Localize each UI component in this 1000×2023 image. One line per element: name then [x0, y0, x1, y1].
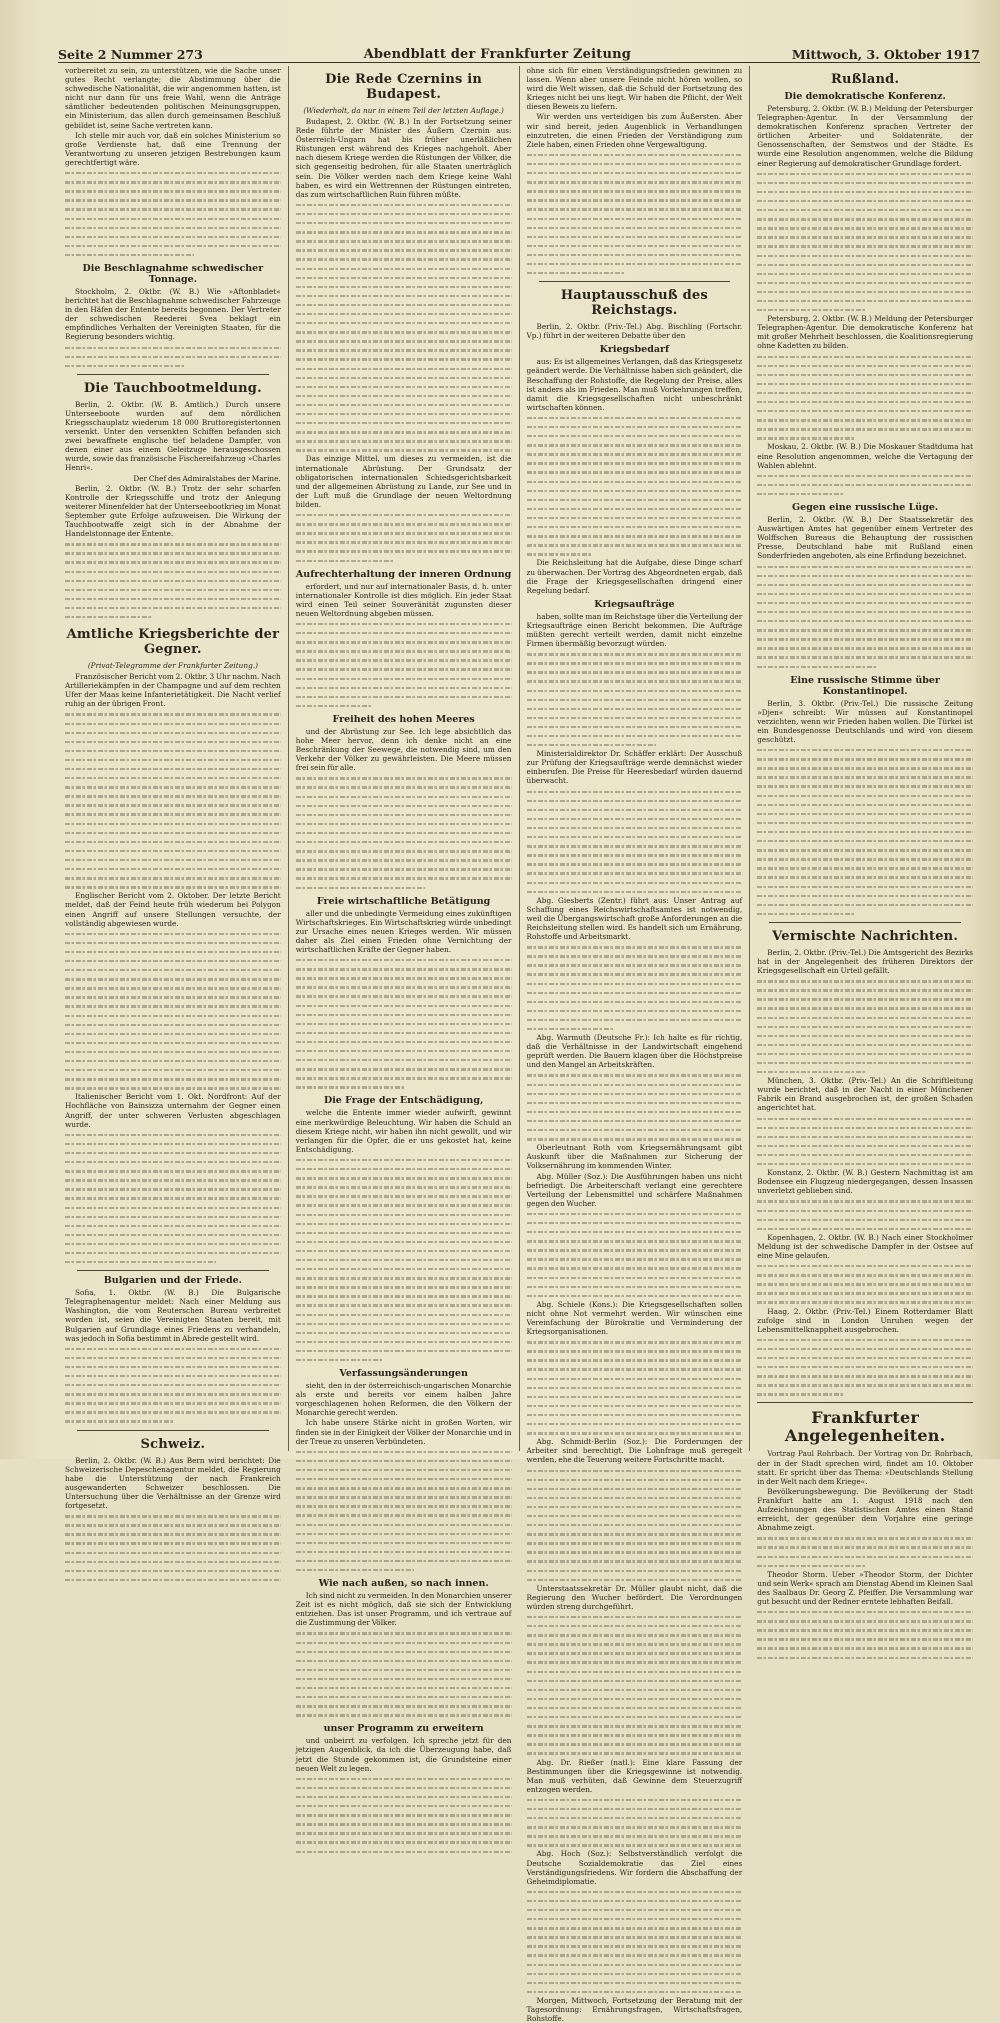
text-filler	[527, 413, 743, 559]
text-filler	[527, 649, 743, 749]
section-heading: unser Programm zu erweitern	[323, 1723, 484, 1735]
column-3	[520, 66, 751, 2023]
text-filler	[757, 1607, 973, 1662]
paragraph: Petersburg, 2. Oktbr. (W. B.) Meldung der Petersburger Telegraphen-Agentur. In der Versammlung der demokratischen Konferenz sprachen Vertreter der örtlichen Arbeiter- und Soldatenräte, der Genossenschaften, der Semstwos und der Städte. Es wurde eine Resolution angenommen, welche die Bildung einer Regierung auf demokratischer Grundlage fordert.	[757, 104, 973, 168]
text-filler	[296, 200, 512, 455]
paragraph: Ich sind nicht zu vermeiden. In den Monarchien unserer Zeit ist es nicht möglich, daß sie sich der Entwicklung entziehen. Das ist unser Programm, und ich vertraue auf die Zustimmung der Völker.	[295, 1591, 512, 1628]
text-filler	[757, 1196, 973, 1232]
text-filler	[527, 1466, 743, 1584]
paragraph: Abg. Müller (Soz.): Die Ausführungen haben uns nicht befriedigt. Die Arbeiterschaft verlangt eine gerechtere Verteilung der Lebensmittel und schärfere Maßnahmen gegen den Wucher.	[526, 1171, 743, 1208]
paragraph: Sofia, 1. Oktbr. (W. B.) Die Bulgarische Telegraphenagentur meldet: Nach einer Meldung aus Washington, die vom Reuterschen Bureau verbreitet worden ist, seien die Vereinigten Staaten bereit, mit Bulgarien auf Grundlage eines Friedens zu verhandeln, was jedoch in Sofia bestimmt in Abrede gestellt wird.	[65, 1288, 281, 1343]
paragraph: Berlin, 2. Oktbr. (W. B.) Der Staatssekretär des Auswärtigen Amtes hat gegenüber einem Vertreter des Wolffschen Bureaus die Behauptung der russischen Presse, Deutschland habe mit Rußland einen Sonderfrieden angeboten, als eine Erfindung bezeichnet.	[757, 515, 973, 561]
section-heading: Amtliche Kriegsberichte der Gegner.	[66, 627, 280, 658]
text-filler	[757, 352, 973, 443]
column-2	[289, 66, 520, 1773]
paragraph: Haag, 2. Oktbr. (Priv.-Tel.) Einem Rotterdamer Blatt zufolge sind in London Unruhen wegen der Lebensmittelknappheit ausgebrochen.	[757, 1306, 973, 1334]
text-filler	[65, 168, 281, 259]
paragraph: und der Abrüstung zur See. Ich lege absichtlich das hohe Meer hervor, denn ich denke nicht an eine Beschränkung der Seewege, die notwendig sind, um den Verkehr der Völker zu gewährleisten. Die Meere müssen frei sein für alle.	[295, 726, 512, 773]
paragraph: vorbereitet zu sein, zu unterstützen, wie die Sache unser gutes Recht verlangte; die Abstimmung über die schwedische Nationalität, die wir angenommen hatten, ist nicht nur dann für uns freie Wahl, wenn die Anträge sämtlicher bedeutenden politischen Meinungsgruppen, ein Ministerium, das allen durch gemeinsamen Beschluß gebildet ist, seine Sache vertreten kann.	[65, 66, 281, 130]
paragraph: aus: Es ist allgemeines Verlangen, daß das Kriegsgesetz geändert werde. Die Verhältnisse haben sich geändert, die Beschaffung der Rohstoffe, die Regelung der Preise, alles ist anders als im Frieden. Man muß Vorkehrungen treffen, damit die Kriegsgesellschaften nicht unbeschränkt wirtschaften können.	[526, 357, 743, 412]
paragraph: ohne sich für einen Verständigungsfrieden gewinnen zu lassen. Wenn aber unsere Feinde nicht hören wollen, so wird die Welt wissen, daß die Schuld der Fortsetzung des Krieges nicht bei uns liegt. Wir haben die Pflicht, der Welt diesen Beweis zu liefern.	[526, 66, 743, 112]
paragraph: Abg. Giesberts (Zentr.) führt aus: Unser Antrag auf Schaffung eines Reichswirtschaftsamtes ist notwendig, weil die Übergangswirtschaft große Anforderungen an die Reichsleitung stellen wird. Es handelt sich um Ernährung, Rohstoffe und Arbeitsmarkt.	[526, 895, 743, 942]
section-heading: Die demokratische Konferenz.	[784, 91, 946, 102]
paragraph: Petersburg, 2. Oktbr. (W. B.) Meldung der Petersburger Telegraphen-Agentur. Die demokratische Konferenz hat mit großer Mehrheit beschlossen, die Koalitionsregierung ohne Kadetten zu bilden.	[757, 314, 973, 351]
paragraph: erfordert, und nur auf internationaler Basis, d. h. unter internationaler Kontrolle ist dies möglich. Ein jeder Staat wird einen Teil seiner Souveränität zugunsten dieser neuen Weltordnung abgeben müssen.	[295, 581, 512, 618]
masthead-date: Mittwoch, 3. Oktober 1917	[791, 47, 980, 62]
paragraph: und unbeirrt zu verfolgen. Ich spreche jetzt für den jetzigen Augenblick, da ich die Überzeugung habe, daß jetzt die Stunde gekommen ist, die Grundsteine einer neuen Welt zu legen.	[295, 1736, 512, 1773]
article-title: Die Rede Czernins in Budapest.	[325, 72, 483, 102]
paragraph: Vortrag Paul Rohrbach. Der Vortrag von Dr. Rohrbach, der in der Stadt sprechen wird, findet am 10. Oktober statt. Er spricht über das Thema: »Deutschlands Stellung in der Welt nach dem Kriege«.	[757, 1449, 973, 1486]
paragraph: Abg. Schiele (Kons.): Die Kriegsgesellschaften sollen nicht ohne Not vermehrt werden. Wir wünschen eine Vereinfachung der Bürokratie und Verminderung der Kriegsorganisationen.	[526, 1299, 743, 1337]
paragraph: Wir werden uns verteidigen bis zum Äußersten. Aber wir sind bereit, jeden Augenblick in Verhandlungen einzutreten, die einen Frieden der Verständigung zum Ziele haben, einen Frieden ohne Vergewaltigung.	[526, 112, 743, 149]
text-filler	[296, 1774, 512, 1856]
text-filler	[65, 1344, 281, 1426]
text-filler	[527, 942, 743, 1033]
column-1	[58, 66, 289, 1511]
column-4	[750, 66, 980, 1606]
paragraph: Kopenhagen, 2. Oktbr. (W. B.) Nach einer Stockholmer Meldung ist der schwedische Dampfer in der Ostsee auf eine Mine gelaufen.	[757, 1232, 973, 1260]
text-filler	[296, 955, 512, 1091]
paragraph: Englischer Bericht vom 2. Oktober. Der letzte Bericht meldet, daß der Feind heute früh wiederum bei Polygon einen Angriff auf unsere Stellungen versuchte, der vollständig abgewiesen wurde.	[65, 891, 281, 928]
paragraph: Abg. Warmuth (Deutsche Fr.): Ich halte es für richtig, daß die Verhältnisse in der Landwirtschaft eingehend geprüft werden. Die Bauern klagen über die Höchstpreise und den Mangel an Arbeitskräften.	[526, 1033, 743, 1070]
text-filler	[757, 1533, 973, 1569]
text-filler	[757, 976, 973, 1076]
article-title: Frankfurter Angelegenheiten.	[784, 1408, 946, 1446]
text-filler	[296, 1628, 512, 1719]
text-filler	[296, 619, 512, 710]
masthead	[58, 40, 980, 63]
masthead-page-number: Seite 2 Nummer 273	[58, 47, 203, 62]
paragraph: Moskau, 2. Oktbr. (W. B.) Die Moskauer Stadtduma hat eine Resolution angenommen, welche die Vertagung der Wahlen ablehnt.	[757, 442, 973, 470]
paragraph: Berlin, 2. Oktbr. (W. B.) Trotz der sehr scharfen Kontrolle der Kriegsschiffe und trotz der Anlegung weiterer Minenfelder hat der Unterseebootkrieg im Monat September gute Erfolge aufzuweisen. Die Wirkung der Tauchbootwaffe zeigt sich in der Abnahme der Handelstonnage der Entente.	[65, 483, 281, 539]
paragraph: Die Reichsleitung hat die Aufgabe, diese Dinge scharf zu überwachen. Der Vortrag des Abgeordneten ergab, daß die Frage der Kriegsgesellschaften dringend einer Regelung bedarf.	[526, 558, 743, 595]
text-filler	[65, 929, 281, 1093]
paragraph: Konstanz, 2. Oktbr. (W. B.) Gestern Nachmittag ist am Bodensee ein Flugzeug niedergegangen, dessen Insassen unverletzt geblieben sind.	[757, 1168, 973, 1196]
section-heading: Kriegsbedarf	[599, 344, 670, 356]
section-heading: Freie wirtschaftliche Betätigung	[316, 895, 491, 907]
divider	[77, 374, 269, 375]
paragraph: Abg. Dr. Rießer (natl.): Eine klare Fassung der Bestimmungen über die Kriegsgewinne ist notwendig. Man muß verhüten, daß Gewinne dem Steuerzugriff entzogen werden.	[526, 1757, 743, 1794]
text-filler	[65, 343, 281, 370]
text-filler	[757, 169, 973, 315]
text-filler	[527, 1337, 743, 1437]
text-filler	[296, 1155, 512, 1364]
divider	[77, 1270, 269, 1271]
paragraph: haben, sollte man im Reichstage über die Verteilung der Kriegsaufträge einen Bericht bekommen. Die Aufträge müßten gerecht verteilt werden, damit nicht einzelne Firmen übermäßig bevorzugt würden.	[526, 611, 743, 649]
section-heading: Die Beschlagnahme schwedischer Tonnage.	[82, 262, 264, 285]
text-filler	[757, 1114, 973, 1169]
section-heading: Die Tauchbootmeldung.	[83, 380, 262, 396]
section-heading: Verfassungsänderungen	[339, 1368, 468, 1380]
paragraph: Berlin, 2. Oktbr. (Priv.-Tel.) Abg. Bischling (Fortschr. Vp.) führt in der weiteren Debatte über den	[526, 322, 743, 341]
text-filler	[757, 471, 973, 498]
paragraph: Ich habe unsere Stärke nicht in großen Worten, wir finden sie in der Einigkeit der Völker der Monarchie und in der Treue zu unseren Verbündeten.	[295, 1418, 512, 1446]
text-filler	[527, 1795, 743, 1850]
section-heading: Wie nach außen, so nach innen.	[318, 1578, 489, 1590]
paragraph: München, 3. Oktbr. (Priv.-Tel.) An die Schriftleitung wurde berichtet, daß in der Nacht in einer Münchener Fabrik ein Brand ausgebrochen ist, der großen Schaden angerichtet hat.	[757, 1076, 973, 1113]
masthead-title: Abendblatt der Frankfurter Zeitung	[363, 47, 632, 62]
section-subheading: (Privat-Telegramme der Frankfurter Zeitung.)	[87, 661, 258, 671]
paragraph: Berlin, 2. Oktbr. (Priv.-Tel.) Die Amtsgericht des Bezirks hat in der Angelegenheit des früheren Direktors der Kriegsgesellschaft ein Urteil gefällt.	[757, 947, 973, 976]
paragraph: Ministerialdirektor Dr. Schäffer erklärt: Der Ausschuß zur Prüfung der Kriegsaufträge werde demnächst wieder einberufen. Die Preise für Heeresbedarf würden dauernd überwacht.	[526, 749, 743, 786]
paragraph: Berlin, 2. Oktbr. (W. B. Amtlich.) Durch unsere Unterseeboote wurden auf dem nördlichen Kriegsschauplatz wiederum 18 000 Bruttoregistertonnen versenkt. Unter den versenkten Schiffen befanden sich zwei bewaffnete englische tief beladene Dampfer, von denen einer aus einem Geleitzuge herausgeschossen wurde, sowie das französische Fischereifahrzeug »Charles Henri«.	[65, 399, 281, 473]
section-heading: Gegen eine russische Lüge.	[792, 502, 939, 514]
text-filler	[527, 150, 743, 277]
article-title: Vermischte Nachrichten.	[772, 928, 959, 944]
paragraph: Abg. Schmidt-Berlin (Soz.): Die Forderungen der Arbeiter sind berechtigt. Die Lohnfrage muß geregelt werden, ehe die Teuerung weitere Fortschritte macht.	[526, 1437, 743, 1465]
text-filler	[527, 1209, 743, 1300]
text-filler	[527, 787, 743, 896]
divider	[539, 281, 731, 282]
article-subtitle: (Wiederholt, da nur in einem Teil der letzten Auflage.)	[303, 106, 504, 115]
text-filler	[65, 1130, 281, 1266]
text-filler	[65, 539, 281, 621]
text-filler	[527, 1887, 743, 1996]
paragraph: Berlin, 2. Oktbr. (W. B.) Aus Bern wird berichtet: Die Schweizerische Depeschenagentur meldet, die Regierung habe die Unterstützung der nach Frankreich ausgewanderten Schweizer beschlossen. Die Untersuchung über die Verhältnisse an der Grenze wird fortgesetzt.	[65, 1455, 281, 1511]
text-filler	[757, 745, 973, 918]
paragraph: Berlin, 3. Oktbr. (Priv.-Tel.) Die russische Zeitung »Djen« schreibt: Wir müssen auf Konstantinopel verzichten, wenn wir Frieden haben wollen. Die Türkei ist ein Bundesgenosse Deutschlands und wird von diesem geschützt.	[757, 698, 973, 744]
section-heading: Aufrechterhaltung der inneren Ordnung	[295, 568, 512, 580]
section-heading: Schweiz.	[140, 1436, 206, 1452]
paragraph: Ich stelle mir auch vor, daß ein solches Ministerium so große Verdienste hat, daß eine Trennung der Verantwortung zu unseren jetzigen Bestrebungen kaum gerechtfertigt wäre.	[65, 130, 281, 167]
text-filler	[757, 562, 973, 671]
text-filler	[65, 1511, 281, 1584]
text-filler	[296, 510, 512, 565]
paragraph: Bevölkerungsbewegung. Die Bevölkerung der Stadt Frankfurt hatte am 1. August 1918 nach den Aufzeichnungen des Statistischen Amtes einen Stand erreicht, der gegenüber dem Vorjahre eine geringe Abnahme zeigt.	[757, 1486, 973, 1533]
text-filler	[757, 1335, 973, 1399]
text-filler	[65, 709, 281, 891]
divider	[769, 922, 961, 923]
paragraph: Italienischer Bericht vom 1. Okt. Nordfront: Auf der Hochfläche von Bainsizza unternahm der Gegner einen Angriff, der unter schweren Verlusten abgeschlagen wurde.	[65, 1092, 281, 1129]
paragraph: sieht, den in der österreichisch-ungarischen Monarchie als erste und bereits vor einem halben Jahre vorgeschlagenen hohen Reformen, die den Völkern der Monarchie gerecht werden.	[295, 1381, 512, 1418]
paragraph: Morgen, Mittwoch, Fortsetzung der Beratung mit der Tagesordnung: Ernährungsfragen, Wirtschaftsfragen, Rohstoffe.	[526, 1995, 743, 2023]
section-heading: Freiheit des hohen Meeres	[332, 713, 475, 725]
paragraph: Französischer Bericht vom 2. Oktbr. 3 Uhr nachm. Nach Artilleriekämpfen in der Champagne und auf dem rechten Ufer der Maas keine Infanterietätigkeit. Die Nacht verlief ruhig an der übrigen Front.	[65, 672, 281, 709]
paragraph: Oberleutnant Roth vom Kriegsernährungsamt gibt Auskunft über die Maßnahmen zur Sicherung der Volksernährung im kommenden Winter.	[526, 1143, 743, 1171]
divider	[757, 1402, 973, 1403]
section-heading: Bulgarien und der Friede.	[103, 1275, 242, 1287]
paragraph: Theodor Storm. Ueber »Theodor Storm, der Dichter und sein Werk« sprach am Dienstag Abend im Kleinen Saal des Saalbaus Dr. Georg Z. Pfeiffer. Die Versammlung war gut besucht und der Redner erntete lebhaften Beifall.	[757, 1569, 973, 1606]
article-title: Rußland.	[831, 72, 900, 87]
text-filler	[527, 1070, 743, 1143]
paragraph: Stockholm, 2. Oktbr. (W. B.) Wie »Aftonbladet« berichtet hat die Beschlagnahme schwedischer Fahrzeuge in den Häfen der Entente bereits begonnen. Der Vertreter der schwedischen Reederei Svea beklagt ein empfindliches Verhalten der Vereinigten Staaten, für die Regierung besonders wichtig.	[65, 286, 281, 342]
section-heading: Die Frage der Entschädigung,	[323, 1095, 484, 1107]
paragraph: Budapest, 2. Oktbr. (W. B.) In der Fortsetzung seiner Rede führte der Minister des Äußern Czernin aus: Österreich-Ungarn hat bis früher unerläßlichen Rüstungen erst während des Krieges nachgeholt. Aber nach diesem Kriege werden die Rüstungen der Völker, die sich gegenseitig bedrohen, für alle Staaten unerträglich sein. Die Völker werden nach dem Kriege keine Wahl haben, es wird ein Wettrennen der Rüstungen eintreten, das zum wirtschaftlichen Ruin führen müßte.	[295, 117, 512, 199]
paragraph: Das einzige Mittel, um dieses zu vermeiden, ist die internationale Abrüstung. Der Grundsatz der obligatorischen internationalen Schiedsgerichtsbarkeit und der allgemeinen Abrüstung zu Lande, zur See und in der Luft muß die Grundlage der neuen Weltordnung bilden.	[295, 454, 512, 509]
signature: Der Chef des Admiralstabes der Marine.	[133, 473, 281, 483]
paragraph: Unterstaatssekretär Dr. Müller glaubt nicht, daß die Regierung den Wucher befördert. Die Verordnungen würden streng durchgeführt.	[526, 1583, 743, 1611]
text-filler	[757, 1261, 973, 1306]
divider	[77, 1430, 269, 1431]
paragraph: welche die Entente immer wieder aufwirft, gewinnt eine merkwürdige Beleuchtung. Wir haben die Schuld an diesem Kriege nicht, wir haben ihn nicht gewollt, und wir verlangen für die Opfer, die er uns gekostet hat, keine Entschädigung.	[295, 1108, 512, 1154]
text-filler	[527, 1612, 743, 1758]
section-heading: Eine russische Stimme über Konstantinopel.	[790, 674, 940, 697]
paragraph: Abg. Hoch (Soz.): Selbstverständlich verfolgt die Deutsche Sozialdemokratie das Ziel eines Verständigungsfriedens. Wir fordern die Abschaffung der Geheimdiplomatie.	[526, 1849, 743, 1886]
columns	[58, 66, 980, 2023]
article-title: Hauptausschuß des Reichstags.	[560, 288, 708, 319]
text-filler	[296, 773, 512, 891]
text-filler	[296, 1447, 512, 1574]
section-heading: Kriegsaufträge	[594, 598, 675, 610]
paragraph: aller und die unbedingte Vermeidung eines zukünftigen Wirtschaftskrieges. Ein Wirtschaftskrieg würde unbedingt zur Ursache eines neuen Krieges werden. Wir müssen daher als Ziel einen Frieden ohne Vernichtung der wirtschaftlichen Kräfte der Gegner haben.	[295, 908, 512, 954]
